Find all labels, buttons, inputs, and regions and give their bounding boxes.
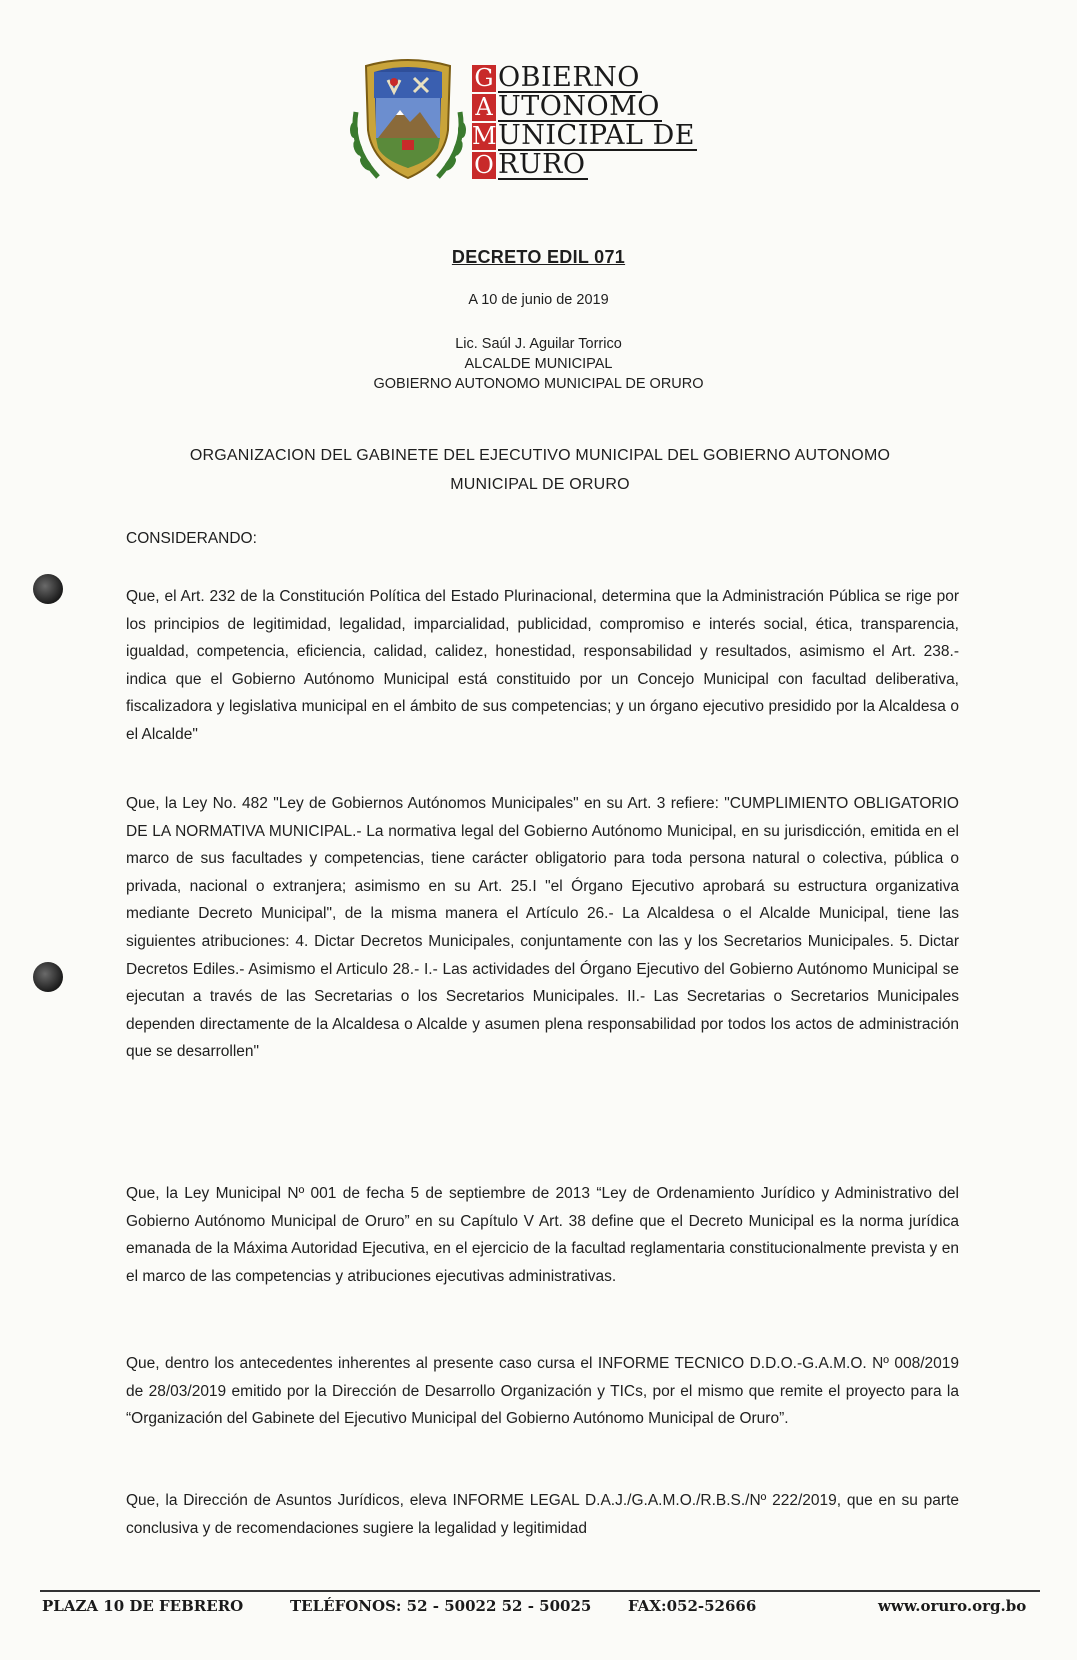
municipal-logo	[348, 52, 728, 192]
paragraph: Que, dentro los antecedentes inherentes al presente caso cursa el INFORME TECNICO D.D.O.-G.A.M.O. Nº 008/2019 de 28/03/2019 emitido por la Dirección de Desarrollo Organización y TICs, por el mismo que remite el proyecto para la “Organización del Gabinete del Ejecutivo Municipal del Gobierno Autónomo Municipal de Oruro”.	[126, 1355, 959, 1428]
logo-word: RURO	[498, 149, 586, 180]
logo-initial: A	[472, 94, 496, 121]
punch-hole-bottom	[33, 962, 63, 992]
logo-word: OBIERNO	[498, 62, 640, 93]
coat-of-arms-icon	[348, 52, 468, 187]
logo-initial: M	[472, 122, 497, 150]
logo-line	[472, 122, 697, 151]
logo-line	[472, 93, 697, 122]
subject-line: MUNICIPAL DE ORURO	[450, 476, 630, 493]
paragraph: Que, la Ley No. 482 "Ley de Gobiernos Autónomos Municipales" en su Art. 3 refiere: "CUMPLIMIENTO OBLIGATORIO DE LA NORMATIVA MUNICIPAL.- La normativa legal del Gobierno Autónomo Municipal, en su jurisdicción, emitida en el marco de sus facultades y competencias, tiene carácter obligatorio para toda persona natural o colectiva, pública o privada, nacional o extranjera; asimismo en su Art. 25.I "el Órgano Ejecutivo aprobará su estructura organizativa mediante Decreto Municipal", de la misma manera el Artículo 26.- La Alcaldesa o el Alcalde Municipal, tiene las siguientes atribuciones: 4. Dictar Decretos Municipales, conjuntamente con las y los Secretarios Municipales. 5. Dictar Decretos Ediles.- Asimismo el Articulo 28.- I.- Las actividades del Órgano Ejecutivo del Gobierno Autónomo Municipal se ejecutan a través de las Secretarias o los Secretarios Municipales. II.- Las Secretarias o Secretarios Municipales dependen directamente de la Alcaldesa o Alcalde y asumen plena responsabilidad por todos los actos de administración que se desarrollen"	[126, 795, 959, 1061]
logo-initial: O	[472, 152, 496, 179]
signatory-role: ALCALDE MUNICIPAL	[464, 356, 613, 372]
paragraph: Que, el Art. 232 de la Constitución Política del Estado Plurinacional, determina que la Administración Pública se rige por los principios de legitimidad, legalidad, imparcialidad, publicidad, compromiso e interés social, ética, transparencia, igualdad, competencia, eficiencia, calidad, calidez, honestidad, responsabilidad y resultados, asimismo el Art. 238.- indica que el Gobierno Autónomo Municipal está constituido por un Concejo Municipal con facultad deliberativa, fiscalizadora y legislativa municipal en el ámbito de sus competencias; y un órgano ejecutivo presidido por la Alcaldesa o el Alcalde"	[126, 588, 959, 743]
logo-line	[472, 151, 697, 180]
signatory-name: Lic. Saúl J. Aguilar Torrico	[455, 336, 622, 352]
subject-line: ORGANIZACION DEL GABINETE DEL EJECUTIVO MUNICIPAL DEL GOBIERNO AUTONOMO	[189, 447, 891, 464]
footer-phones: TELÉFONOS: 52 - 50022 52 - 50025	[290, 1597, 592, 1615]
logo-initial: G	[472, 65, 496, 92]
considerando-heading: CONSIDERANDO:	[126, 530, 257, 547]
institution-name: GOBIERNO AUTONOMO MUNICIPAL DE ORURO	[373, 376, 704, 392]
logo-wordmark	[472, 64, 697, 180]
decree-date: A 10 de junio de 2019	[468, 292, 609, 308]
decree-subject	[140, 441, 940, 499]
logo-word: UNICIPAL DE	[498, 120, 695, 151]
punch-hole-top	[33, 574, 63, 604]
footer-fax: FAX:052-52666	[628, 1597, 757, 1615]
footer-address: PLAZA 10 DE FEBRERO	[42, 1597, 244, 1615]
footer-website: www.oruro.org.bo	[878, 1597, 1027, 1615]
decree-title: DECRETO EDIL 071	[451, 247, 626, 267]
paragraph: Que, la Ley Municipal Nº 001 de fecha 5 de septiembre de 2013 “Ley de Ordenamiento Jurídico y Administrativo del Gobierno Autónomo Municipal de Oruro” en su Capítulo V Art. 38 define que el Decreto Municipal es la norma jurídica emanada de la Máxima Autoridad Ejecutiva, en el ejercicio de la facultad reglamentaria constitucionalmente prevista y en el marco de las competencias y atribuciones ejecutivas administrativas.	[126, 1185, 959, 1285]
footer-divider	[40, 1590, 1040, 1592]
paragraph: Que, la Dirección de Asuntos Jurídicos, eleva INFORME LEGAL D.A.J./G.A.M.O./R.B.S./Nº 222/2019, que en su parte conclusiva y de recomendaciones sugiere la legalidad y legitimidad	[126, 1492, 959, 1537]
logo-line	[472, 64, 697, 93]
logo-word: UTONOMO	[498, 91, 660, 122]
